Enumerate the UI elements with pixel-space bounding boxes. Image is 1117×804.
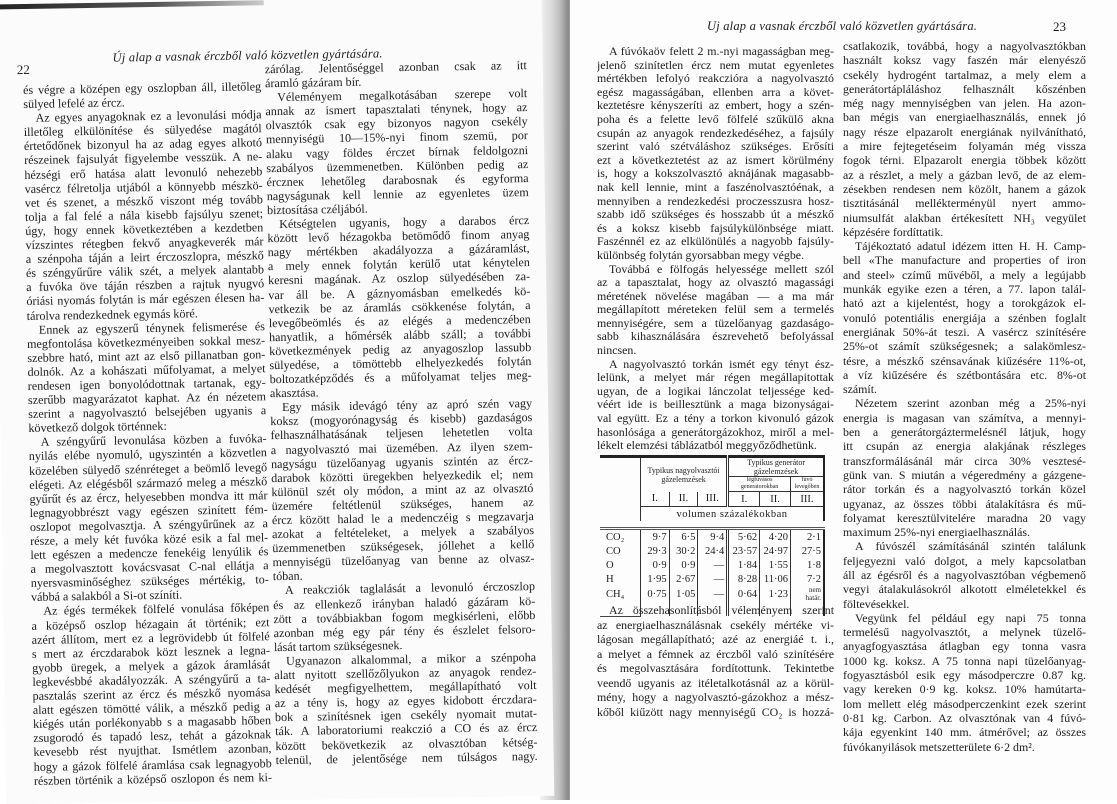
text-line: koksz (mogyorónagyság és kisebb) gazdaságos bbox=[270, 410, 533, 429]
text-line: Az égés termékek fölfelé vonulása főképen bbox=[43, 600, 270, 619]
gas-name: CO₂ bbox=[606, 531, 625, 543]
text-line: az a tény is, hogy az egyes kidobott érczdara- bbox=[274, 692, 537, 711]
text-line: nagyságunak kell lennie az egyenletes üzem bbox=[266, 184, 529, 204]
text-line: maximum 25%-nyi energiaelhasználás. bbox=[843, 525, 1030, 540]
text-line: az a tapasztalat, hogy az olvasztó magassági bbox=[597, 276, 834, 290]
text-line: zésekben rendesen nem közölt, hanem a gázok bbox=[843, 181, 1086, 196]
table-cell: 2·1 bbox=[790, 529, 824, 545]
text-line: ban mégis van energiaelhasználás, ennek jó bbox=[843, 110, 1086, 125]
scan-edge-shadow bbox=[0, 0, 264, 9]
text-line: a melyet a fémnek az érczből való szinítésére bbox=[597, 646, 834, 661]
subheader-blown-air: fúvó levegőben bbox=[790, 477, 824, 492]
running-head: Új alap a vasnak érczből való közvetlen gyártására. bbox=[112, 46, 383, 65]
text-line: a középső oszlop hézagain át történik; ezt bbox=[31, 614, 270, 633]
text-line: legnagyobbrészt vagy egészen szinített fém- bbox=[29, 502, 268, 520]
text-line: szebbre ható, mint azt az első pillanatban gon- bbox=[27, 347, 266, 365]
text-line: tolja a fal felé a nála kisebb fajsúlyu szenet; bbox=[24, 206, 264, 224]
paragraph bbox=[23, 107, 264, 322]
table-cell: 1·95 bbox=[641, 572, 670, 586]
text-line: fúvókanyilások metszetterülete 6·2 dm². bbox=[843, 739, 1035, 754]
text-line: az energiaelhasználásnak csekély mértéke vi- bbox=[597, 617, 834, 632]
text-line: illetőleg elkülönítése és sülyedése magától bbox=[23, 121, 262, 140]
text-column-left bbox=[23, 79, 272, 787]
text-line: alatt nyitott szellőzőlyukon az anyagok rendez- bbox=[274, 664, 537, 683]
text-line: csatlakozik, továbbá, hogy a nagyolvasztókban bbox=[843, 39, 1086, 53]
text-line: legkevésbbé akadályozzák. A széngyűrű a ta- bbox=[32, 671, 271, 689]
text-column-right bbox=[843, 39, 1086, 754]
table-row bbox=[600, 572, 824, 586]
text-line: és az ellenkező irányban haladó gázáram kö- bbox=[273, 593, 536, 612]
text-line: val együtt. Ez a tény a torkon kivonuló gázok bbox=[597, 412, 834, 426]
text-line: kedését megfigyelhettem, megállapítható volt bbox=[274, 678, 537, 697]
text-line: s mert az érczdarabok közt lesznek a legna- bbox=[31, 642, 271, 661]
text-line: szerint való szétváláshoz szükséges. Erősíti bbox=[597, 140, 834, 154]
table-cell: 24·4 bbox=[698, 544, 728, 558]
text-line: lom mellett elég másodperczenkint ezek szerint bbox=[843, 696, 1086, 711]
text-line: kevesebb rést nyujthat. Ismétlem azonban, bbox=[33, 741, 272, 760]
unit-row: volumen százalékokban bbox=[641, 507, 825, 522]
text-line: mennyiben a rendezkedési proczesszusra hosz- bbox=[597, 194, 834, 208]
text-line: hézségi erő hatása alatt levonuló nehezebb bbox=[24, 163, 263, 182]
text-line: vízszintes rétegben fekvő anyagkeverék már bbox=[25, 234, 264, 253]
text-line: lelünk, a melyet már régen megállapitottak bbox=[597, 371, 834, 385]
table-cell: 30·2 bbox=[669, 544, 698, 558]
gas-name: H bbox=[606, 573, 614, 585]
text-line: and steel» czímű művéből, a mely a legújabb bbox=[843, 267, 1086, 282]
text-line: gyobb üregek, a melyek a gázok áramlását bbox=[32, 657, 271, 675]
text-line: föltevésekkel. bbox=[843, 596, 910, 611]
text-line: A fúvókaöv felett 2 m.-nyi magasságban meg- bbox=[609, 45, 834, 58]
gas-analysis-table bbox=[600, 455, 825, 617]
text-line: véért ide is beillesztünk a maga bizonyságai- bbox=[597, 398, 834, 412]
text-line: lását tartom szükségesnek. bbox=[273, 637, 403, 654]
table-cell: 9·7 bbox=[641, 529, 670, 545]
text-line: nagy része elpazarolt energiának nyilvánítható, bbox=[843, 124, 1086, 139]
text-line: Az egyes anyagoknak ez a levonulási módja bbox=[35, 107, 262, 125]
table-cell: 24·97 bbox=[760, 544, 791, 558]
text-line: A fúvószél számításánál szintén találunk bbox=[855, 539, 1086, 554]
text-line: úgy, hogy ennek következtében a kezdetben bbox=[25, 220, 264, 238]
text-line: a nagyolvasztó mai üzemében. Az ilyen szem- bbox=[270, 438, 533, 457]
table-cell: 4·20 bbox=[760, 529, 791, 545]
gas-name: O bbox=[606, 559, 614, 571]
text-line: még nagy mennyiségben van jelen. Ha azon- bbox=[843, 96, 1086, 111]
text-line: bok a szinítésnek igen csekély nyomait mutat- bbox=[274, 706, 538, 725]
text-line: alatt egészen tömötté válik, a mészkő pedig a bbox=[32, 699, 271, 718]
col-label: III. bbox=[698, 492, 728, 507]
paragraph bbox=[265, 58, 527, 90]
paragraph bbox=[843, 39, 1086, 239]
text-line: alaku vagy földes érczet bírnak feldolgozni bbox=[266, 142, 529, 161]
text-line: a megolvasztott kovácsvasat C-nal ellátja a bbox=[30, 558, 269, 577]
text-line: áramló gázáram bír. bbox=[264, 74, 362, 91]
text-line: zárólag. Jelentőséggel azonban csak az itt bbox=[264, 58, 527, 77]
paragraph bbox=[273, 579, 536, 654]
paragraph bbox=[843, 611, 1086, 754]
text-line: biztosítása czéljából. bbox=[266, 201, 368, 218]
text-line: keresni magának. Az oszlop sülyedésében za- bbox=[268, 269, 531, 288]
right-page bbox=[570, 0, 1117, 800]
text-line: és megolvasztására fordítottunk. Tekintetbe bbox=[597, 661, 834, 675]
text-line: értetődőnek bizonyul ha az adag egyes alkotó bbox=[23, 135, 263, 154]
text-line: része, a mely két fuvóka közé esik a fal mel- bbox=[30, 530, 269, 548]
text-line: következő dolgok történnek: bbox=[28, 419, 167, 436]
table-corner bbox=[600, 457, 641, 522]
paragraph bbox=[597, 45, 834, 263]
text-line: Kétségtelen ugyanis, hogy a darabos ércz bbox=[279, 213, 530, 232]
text-line: szabb idő szükséges és hosszabb út a mészkő bbox=[597, 208, 834, 222]
paragraph bbox=[597, 358, 834, 453]
text-line: tóban. bbox=[272, 569, 303, 584]
text-line: az a részlet, a mely a gázban levő, de az elem- bbox=[843, 167, 1086, 182]
text-line: fogok térni. Elpazarolt energia többek között bbox=[843, 153, 1086, 168]
text-line: keztetésre kényszeríti az embert, hogy a szén- bbox=[597, 99, 834, 113]
left-page bbox=[0, 0, 554, 804]
text-line: munkák egyike ezen a téren, a 77. lapon talál- bbox=[843, 282, 1086, 297]
text-line: jelenő szinítetlen ércz nem mutat egyenletes bbox=[597, 58, 834, 72]
text-line: a mire fejtegetéseim folyamán még vissza bbox=[843, 139, 1086, 154]
paragraph bbox=[597, 603, 834, 719]
text-line: ezt a következtetést az az ismert körülmény bbox=[597, 153, 834, 167]
page-number: 22 bbox=[16, 61, 30, 78]
text-line: energiának 50%-át teszi. A vasércz szinítésére bbox=[843, 324, 1086, 339]
text-line: 0·81 kg. Carbon. Az olvasztónak van 4 fúvó- bbox=[843, 710, 1086, 725]
text-line: kőből kiűzött nagy mennyiségű CO₂ is hozzá- bbox=[597, 704, 834, 719]
text-line: zsugorodó és tapadó lesz, tehát a gázoknak bbox=[33, 727, 272, 746]
gas-name: CO bbox=[606, 545, 621, 557]
text-line: itt csupán az energia alakjának részleges bbox=[843, 439, 1086, 454]
text-line: poha és a felette levő fölfelé szűkülő akna bbox=[597, 112, 834, 126]
text-line: a fuvóka öve táján részben a rajtuk nyugvó bbox=[26, 276, 265, 295]
text-line: energia is magasan van számítva, a mennyi- bbox=[843, 410, 1086, 425]
table-cell: 0·75 bbox=[641, 586, 670, 602]
table-cell: 0·64 bbox=[728, 586, 760, 602]
text-line: is, hogy a kokszolvasztó aknájának magasabb- bbox=[597, 167, 834, 181]
table-cell: 8·28 bbox=[728, 572, 760, 586]
text-line: lett egészen a medencze fenekéig lenyúlik és bbox=[30, 544, 269, 563]
table-cell: 29·3 bbox=[641, 544, 670, 558]
paragraph bbox=[27, 319, 267, 435]
text-line: elégeti. Az elégésből származó meleg a mészkő bbox=[29, 473, 268, 492]
text-line: és a koksz kisebb fajsúlykülönbsége miatt. bbox=[597, 221, 834, 235]
text-line: Ennek az egyszerű ténynek felismerése és bbox=[38, 318, 265, 337]
text-line: tisztitásánál mellékterményül nyert ammo- bbox=[843, 196, 1086, 211]
text-line: közelében sülyedő szénréteget a beömlő levegő bbox=[28, 459, 268, 478]
text-line: vábbá a salakból a Si-ot színíti. bbox=[30, 587, 183, 605]
text-line: günk van. S miután a végeredmény a gázgene- bbox=[843, 467, 1086, 482]
text-line: gyűrűt és az ércz, helyesebben mondva itt már bbox=[29, 487, 268, 506]
text-line: tárolva rendezkednek egymás köré. bbox=[26, 305, 198, 323]
text-line: 1000 kg. koksz. A 75 tonna napi tüzelőanyag- bbox=[843, 653, 1086, 668]
text-line: érczneк lehetőleg darabosnak és egyforma bbox=[266, 170, 529, 189]
text-line: sülyed lefelé az ércz. bbox=[23, 95, 125, 112]
text-line: olvasztók csak egy bizonyos nagyon csekély bbox=[265, 114, 528, 133]
text-line: Tájékoztató adatul idézem itten H. H. Camp- bbox=[855, 239, 1086, 254]
text-line: transzformálásánál már circa 30% vesztesé- bbox=[843, 453, 1086, 468]
text-line: ták. A laboratoriumi reakczió a CO és az ércz bbox=[275, 720, 538, 739]
text-line: boltozatképződés és a műfolyamat teljes meg- bbox=[269, 368, 532, 387]
text-line: niumsulfát alakban értékesített NH₃ vegyület bbox=[843, 210, 1086, 225]
text-line: részeinek fajsulyát figyelembe vesszük. A ne- bbox=[24, 149, 263, 168]
text-line: csupán az anyagok rendezkedéséhez, a fajsúly bbox=[597, 126, 834, 140]
table-cell: 23·57 bbox=[728, 544, 760, 558]
col-label: III. bbox=[790, 492, 824, 507]
text-line: Nézetem szerint azonban még a 25%-nyi bbox=[855, 396, 1086, 411]
text-line: rátor torkán és a nagyolvasztó torkán közel bbox=[843, 482, 1086, 497]
text-line: feljegyezni való dolgot, a mely kapcsolatban bbox=[843, 553, 1086, 568]
text-line: azonban még egy pár tény és észlelet felsoro- bbox=[273, 621, 536, 640]
text-line: Ugyanazon alkalommal, a mikor a szénpoha bbox=[285, 649, 537, 668]
group-header-generator: Typikus generátor gázelemzések bbox=[728, 457, 824, 477]
text-line: kája egyenkint 140 mm. átmérővel; az összes bbox=[843, 725, 1086, 740]
col-label: II. bbox=[760, 492, 791, 507]
paragraph bbox=[23, 79, 261, 111]
text-line: között bekövetkezik az olvasztóban kétség- bbox=[275, 734, 538, 753]
text-line: szabályos üzemmenetben. Különben pedig az bbox=[266, 156, 529, 175]
table-cell: 0·9 bbox=[669, 558, 698, 572]
text-line: Egy másik idevágó tény az apró szén vagy bbox=[282, 396, 533, 415]
text-line: hanyatlik, a hőmérsék alább száll; a további bbox=[268, 325, 532, 344]
table-cell: 5·62 bbox=[728, 529, 760, 545]
text-line: var áll be. A gáznyomásban emelkedés kö- bbox=[268, 283, 531, 302]
text-line: üzemmenetben szükségesek, jóllehet a kellő bbox=[272, 537, 535, 556]
text-line: nak kell lennie, mint a faszénolvasztóénak, a bbox=[597, 180, 834, 194]
table-cell: 0·9 bbox=[641, 558, 670, 572]
text-line: lágosan megállapítható; azé az energiáé t. i., bbox=[597, 632, 834, 646]
text-line: a mely ennek folytán kerülő utat kénytelen bbox=[267, 255, 530, 274]
text-line: Az összehasonlításból véleményem szerint bbox=[609, 603, 834, 617]
paragraph bbox=[843, 239, 1086, 396]
text-line: hogy a gázok fölfelé áramlása csak legnagyobb bbox=[33, 755, 272, 774]
table-cell: 11·06 bbox=[760, 572, 791, 586]
text-line: egész magasságában, ellenben arra a követ- bbox=[597, 85, 834, 99]
text-line: felhasználhatásának teljesen lehetetlen volta bbox=[270, 424, 533, 443]
table-cell: 1·8 bbox=[790, 558, 824, 572]
text-line: levegőbeömlés és az elégés a medenczében bbox=[268, 311, 531, 330]
text-line: akasztása. bbox=[269, 385, 319, 401]
text-line: csekély hydrogént tartalmaz, a mely elem a bbox=[843, 67, 1086, 82]
text-line: vetkezik be az áramlás csökkenése folytán, a bbox=[268, 297, 531, 316]
text-line: vet és szenet, a mészkő viszont még tovább bbox=[24, 191, 263, 210]
text-line: pasztalás szerint az ércz és mészkő nyomása bbox=[32, 685, 271, 703]
text-line: Véleményem megalkotásában szerepe volt bbox=[277, 86, 528, 105]
text-line: különül szét oly módon, a mint az az olvasztó bbox=[271, 480, 534, 499]
text-line: nincsen. bbox=[597, 344, 637, 358]
text-line: megállapított méreteken felül sem a termelés bbox=[597, 303, 834, 317]
text-line: Faszénnél ez az elkülönülés a nagyobb fajsúly- bbox=[597, 235, 834, 249]
table-cell: 1·23 bbox=[760, 586, 791, 602]
text-line: termelésű nagyolvasztót, a melynek tüzelő- bbox=[843, 625, 1086, 640]
text-line: megfontolása következményeiben sokkal mesz- bbox=[26, 332, 266, 351]
text-line: sülyedése, a tömöttebb elhelyezkedés folytán bbox=[269, 354, 532, 373]
text-line: vonuló potentiális energiája a szénben foglalt bbox=[843, 310, 1086, 325]
text-line: azért állítom, mert ez a legrövidebb út fölfelé bbox=[31, 628, 270, 647]
text-column-left bbox=[597, 45, 834, 453]
table-cell: 9·4 bbox=[698, 529, 728, 545]
table-cell: nem határ. bbox=[790, 586, 824, 602]
text-line: ugyanaz, az összes többi átalakításra és mű- bbox=[843, 496, 1086, 511]
text-line: A széngyűrű levonulása közben a fuvóka- bbox=[40, 431, 267, 450]
paragraph bbox=[843, 396, 1086, 539]
text-line: Vegyünk fel például egy napi 75 tonna bbox=[855, 610, 1086, 625]
text-line: Továbbá e fölfogás helyessége mellett szól bbox=[609, 262, 834, 276]
text-line: darabok közötti üregekben helyezkedik el; nem bbox=[271, 466, 534, 485]
text-line: óriási nyomás folytán is már egészen élesen ha- bbox=[26, 290, 265, 309]
text-line: fogyasztásból esik egy másodperczre 0.87 kg. bbox=[843, 668, 1086, 683]
text-line: 25%-ot számít szükségesnek; a salakömlesz- bbox=[843, 339, 1086, 354]
text-line: nagy mértékben akadályozza a gázáramlást, bbox=[267, 241, 530, 260]
table-cell: — bbox=[698, 586, 728, 602]
text-line: generátortápláláshoz felhasznált kőszénben bbox=[843, 81, 1086, 96]
paragraph bbox=[29, 432, 270, 605]
text-line: veendő ugyanis az itéletalkotásnál az a körül- bbox=[597, 675, 834, 690]
text-line: szerűbb magyarázatot kaphat. Az én nézetem bbox=[27, 389, 267, 408]
text-line: oszlopot megolvasztja. A széngyűrűnek az a bbox=[29, 516, 269, 534]
text-line: mennyiségü tüzelőanyag van benne az olvasz- bbox=[272, 551, 535, 570]
gas-name: CH₄ bbox=[606, 588, 625, 600]
text-line: azokat a feltételeket, a melyek a szabályos bbox=[271, 523, 535, 542]
text-line: között levő hézagokba betömődő finom anyag bbox=[267, 227, 530, 246]
text-line: rendesen igen bonyolódottnak tartanak, egy- bbox=[27, 375, 266, 393]
text-line: képzésére fordíttatik. bbox=[843, 224, 944, 239]
table-cell: 1·55 bbox=[760, 558, 791, 572]
text-line: hasonlósága a generátorgázokhoz, miről a mel- bbox=[597, 425, 834, 439]
text-line: következmények pedig az anyagoszlop lassubb bbox=[269, 339, 532, 359]
text-line: és végre a középen egy oszlopban áll, illetőleg bbox=[22, 79, 262, 97]
page-number: 23 bbox=[1053, 19, 1066, 34]
text-line: mény, hogy a nagyolvasztó-gázokhoz a mész- bbox=[597, 690, 834, 704]
text-line: telenül, de jelentősége nem túlságos nagy. bbox=[275, 748, 538, 767]
col-label: I. bbox=[641, 492, 670, 507]
text-line: vegyi átalakulásokról alkotott elméletekkel és bbox=[843, 582, 1086, 597]
text-line: számít. bbox=[843, 382, 878, 397]
text-line: A reakcziók taglalását a levonuló érczoszlop bbox=[284, 579, 536, 598]
paragraph bbox=[265, 86, 529, 217]
table-row bbox=[600, 586, 824, 602]
table-cell: — bbox=[698, 572, 728, 586]
table-cell: — bbox=[698, 558, 728, 572]
text-line: a szénpoha táján a leirt érczoszlopra, mészkő bbox=[25, 248, 264, 267]
text-line: sabb kihasználására észrevehető befolyással bbox=[597, 330, 834, 344]
text-line: ben a generátorgáztermelésnél látjuk, hogy bbox=[843, 425, 1086, 440]
table-cell: 27·5 bbox=[790, 544, 824, 558]
table-cell: 2·67 bbox=[669, 572, 698, 586]
paragraph bbox=[274, 650, 538, 767]
text-line: használt koksz vagy faszén már elenyésző bbox=[843, 53, 1086, 68]
text-line: dolnók. Az a kohászati műfolyamat, a melyet bbox=[27, 361, 266, 379]
text-line: kiégés után porlékonyabb s a magasabb hőben bbox=[32, 713, 272, 732]
text-line: szerint a nagyolvasztó belsejében ugyanis a bbox=[28, 403, 267, 422]
text-column-left-continued bbox=[597, 603, 834, 719]
subheader-air-blast: légfúvásos generatorokban bbox=[728, 477, 791, 492]
text-line: vasércz félretolja utjából a könnyebb mészkö- bbox=[24, 177, 263, 196]
text-line: zött a továbbiakban fogom megkisérleni, előbb bbox=[273, 607, 536, 626]
text-line: mértékben lefolyó reakczióra a nagyolvasztó bbox=[597, 72, 834, 86]
table-cell: 7·2 bbox=[790, 572, 824, 586]
text-line: mennyiségére, sem a tüzelőanyag gazdaságo- bbox=[597, 316, 834, 330]
text-line: ható azt a kijelentést, hogy a torokgázok el- bbox=[843, 296, 1086, 311]
text-line: tésre, a mészkő szénsavának kiűzésére 11%-ot, bbox=[843, 353, 1086, 368]
text-line: mennyiségü 10—15%-nyi finom szemü, por bbox=[265, 128, 528, 147]
paragraph bbox=[31, 601, 272, 788]
group-header-blast-furnace: Typikus nagyolvasztói gázelemzések bbox=[641, 457, 728, 492]
text-line: méretének növelése magában — a ma már bbox=[597, 289, 834, 303]
text-line: áll az égésről és a nagyolvasztóban végbemenő bbox=[843, 567, 1086, 582]
text-line: különbség folytán gyorsabban megy végbe. bbox=[597, 248, 805, 262]
text-line: és széngyűrűre válik szét, a melyek alantabb bbox=[25, 262, 265, 281]
text-line: lékelt elemzési táblázatból meggyőződhetünk. bbox=[597, 439, 817, 453]
paragraph bbox=[597, 263, 834, 358]
text-line: ércz között halad le a medenczéig s megzavarja bbox=[271, 509, 534, 528]
table-cell: 6·5 bbox=[669, 529, 698, 545]
table-row bbox=[600, 544, 824, 558]
paragraph bbox=[843, 539, 1086, 610]
text-line: nyersvasminőséghez szükséges mértékig, to- bbox=[30, 572, 269, 591]
col-label: II. bbox=[669, 492, 698, 507]
text-line: nagyságu tüzelőanyag ugyanis szintén az ércz- bbox=[270, 452, 534, 471]
text-line: ugyan, de a logikai lánczolat teljessége ked- bbox=[597, 384, 834, 398]
paragraph bbox=[270, 396, 535, 583]
table-cell: 1·05 bbox=[669, 586, 698, 602]
paragraph bbox=[267, 213, 532, 400]
table-row bbox=[600, 529, 824, 545]
text-column-right bbox=[265, 58, 538, 767]
table-row bbox=[600, 558, 824, 572]
text-line: annak az ismert tapasztalati ténynek, hogy az bbox=[265, 100, 528, 119]
text-line: A nagyolvasztó torkán ismét egy tényt ész- bbox=[609, 357, 834, 371]
text-line: a víz kiűzésére és szétbontására etc. 8%-ot bbox=[843, 367, 1086, 382]
table-cell: 1·84 bbox=[728, 558, 760, 572]
text-line: vagy kereken 0·9 kg. koksz. 10% hamútarta- bbox=[843, 682, 1086, 697]
text-line: részben történik a középső oszlopon és nem ki- bbox=[33, 769, 273, 788]
running-head: Uj alap a vasnak érczből való közvetlen gyártására. bbox=[707, 19, 978, 33]
text-line: nyilás elébe nyomuló, ugyszintén a közvetlen bbox=[28, 445, 267, 464]
col-label: I. bbox=[728, 492, 760, 507]
text-line: anyagfogyasztása átlagban egy tonna vasra bbox=[843, 639, 1086, 654]
text-line: folyamat keresztülvitelére maradna 20 vagy bbox=[843, 510, 1086, 525]
text-line: bell «The manufacture and properties of iron bbox=[843, 253, 1086, 268]
text-line: üzemére feltétlenül szükséges, hanem az bbox=[271, 494, 534, 514]
